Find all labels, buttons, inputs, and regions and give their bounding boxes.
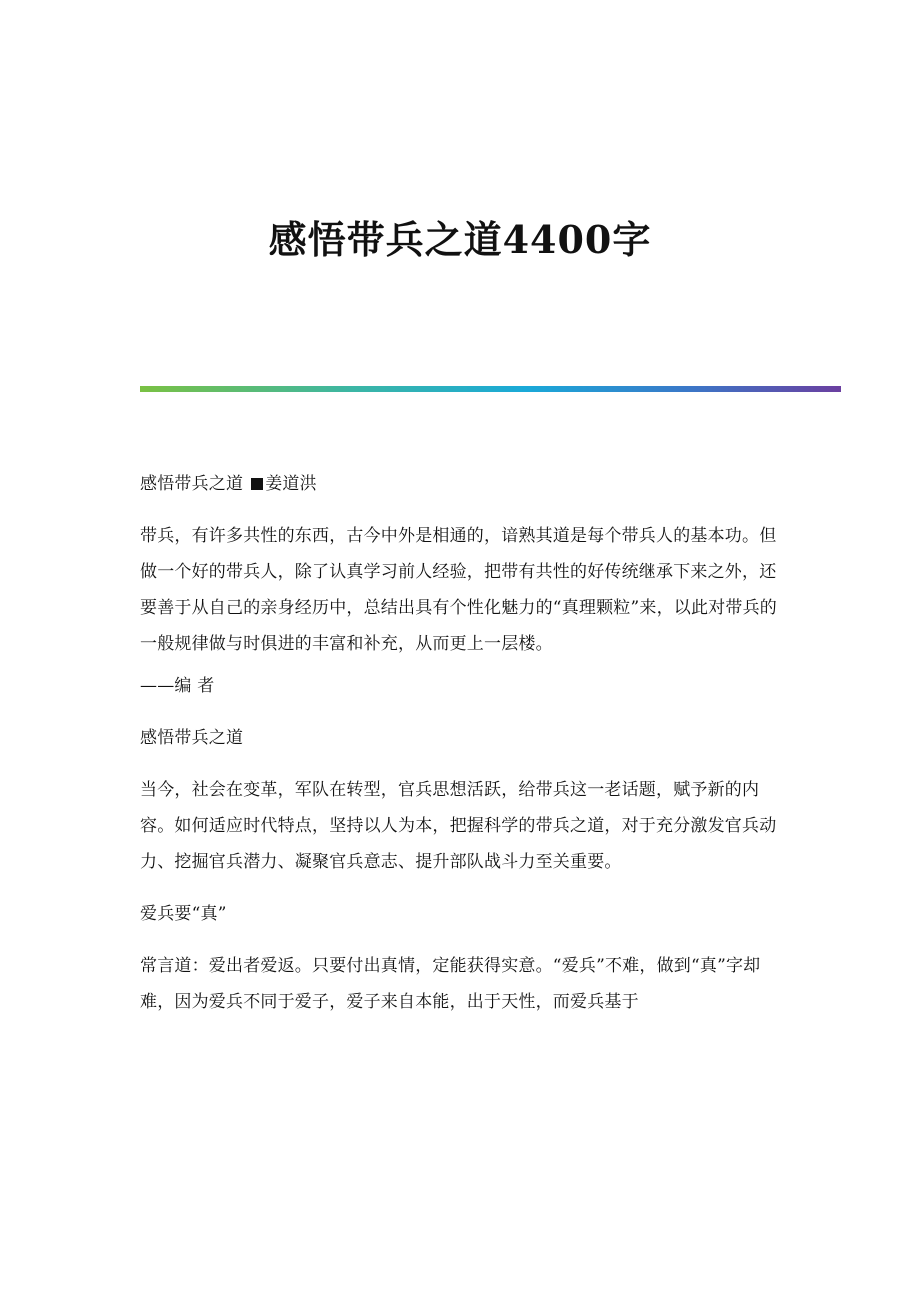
editor-sign: ——编 者 [140,676,215,696]
byline [140,466,780,502]
body-paragraph: 常言道：爱出者爱返。只要付出真情，定能获得实意。“爱兵”不难，做到“真”字却难，因为爱兵不同于爱子，爱子来自本能，出于天性，而爱兵基于 [140,956,761,1012]
square-bullet-icon [251,478,263,490]
document-body [140,466,780,1020]
byline-author: 姜道洪 [265,474,317,494]
section-heading: 感悟带兵之道 [140,728,244,748]
editor-note: 带兵，有许多共性的东西，古今中外是相通的，谙熟其道是每个带兵人的基本功。但做一个好的带兵人，除了认真学习前人经验，把带有共性的好传统继承下来之外，还要善于从自己的亲身经历中，总结出具有个性化魅力的“真理颗粒”来，以此对带兵的一般规律做与时俱进的丰富和补充，从而更上一层楼。 [140,526,777,654]
intro-paragraph: 当今，社会在变革，军队在转型，官兵思想活跃，给带兵这一老话题，赋予新的内容。如何适应时代特点，坚持以人为本，把握科学的带兵之道，对于充分激发官兵动力、挖掘官兵潜力、凝聚官兵意志、提升部队战斗力至关重要。 [140,780,777,872]
byline-heading: 感悟带兵之道 [140,474,244,494]
sub-heading: 爱兵要“真” [140,904,227,924]
gradient-divider [140,386,841,392]
document-title: 感悟带兵之道4400字 [268,217,652,262]
